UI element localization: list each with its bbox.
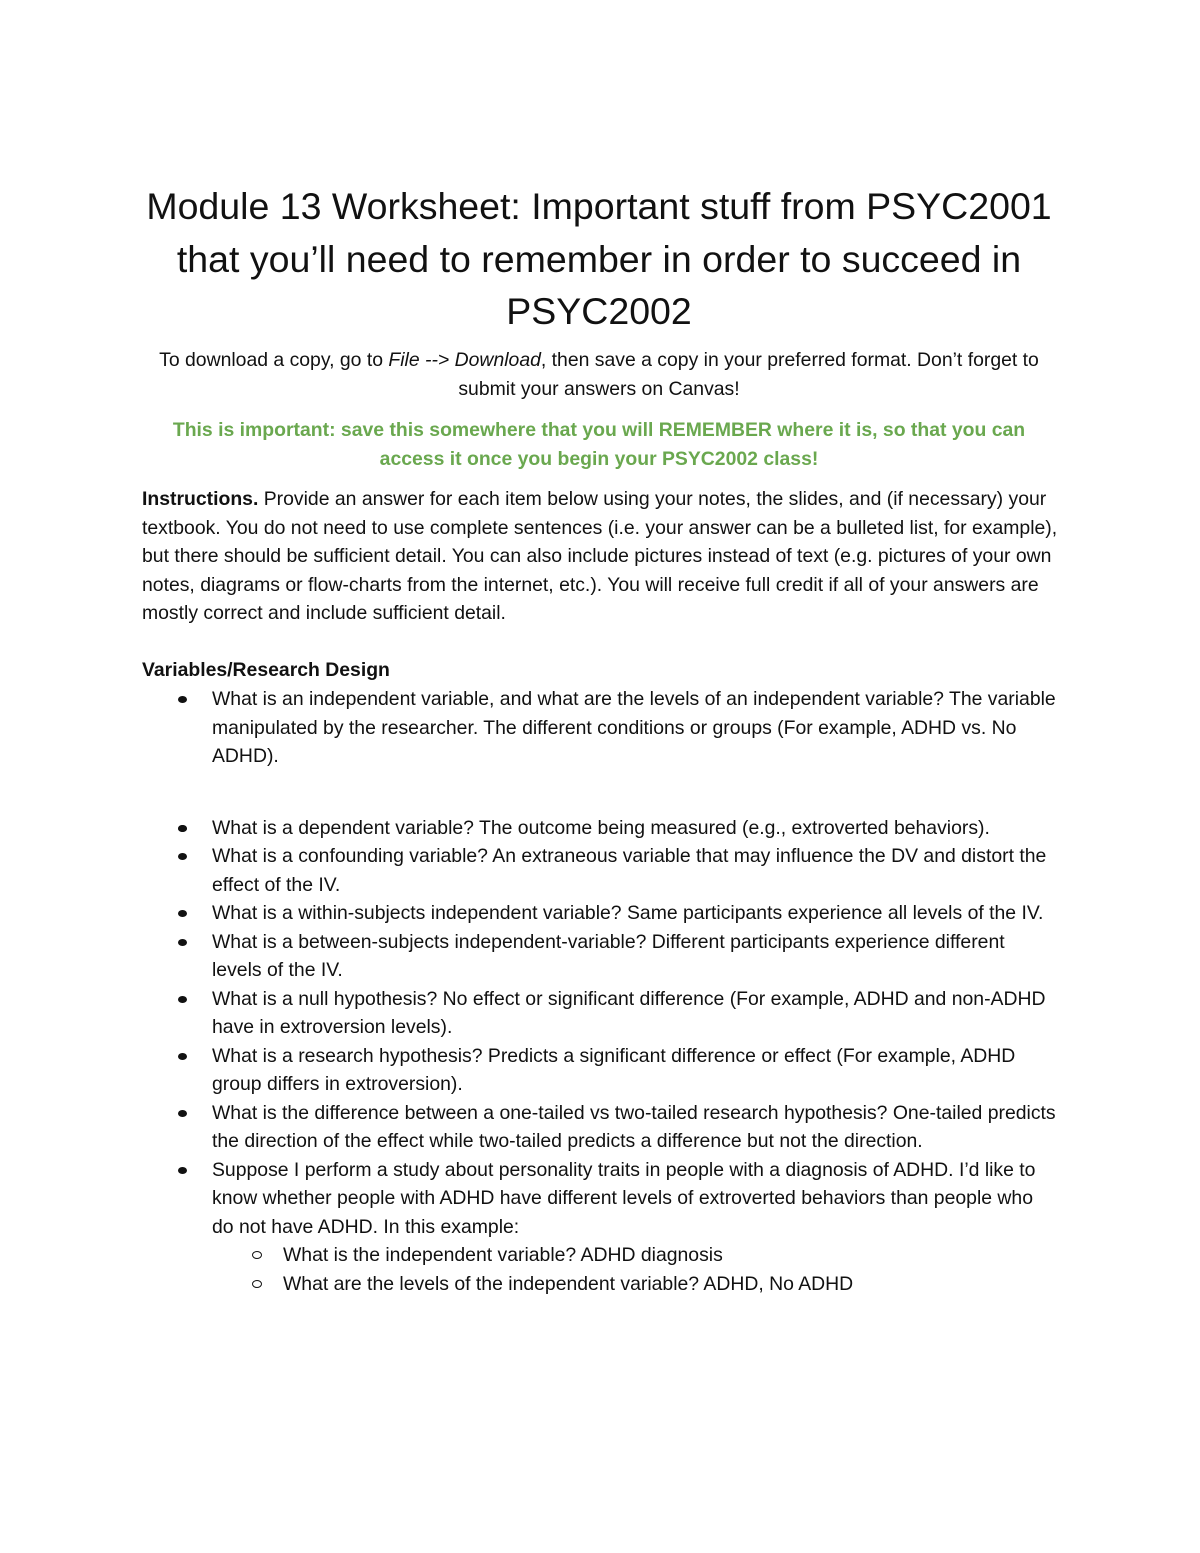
bullet-icon xyxy=(178,996,187,1003)
list-item xyxy=(142,685,1058,771)
hollow-bullet-icon xyxy=(252,1280,262,1288)
important-note: This is important: save this somewhere that you will REMEMBER where it is, so that you can access it once you begin your PSYC2002 class! xyxy=(172,419,1026,470)
list-item xyxy=(142,842,1058,899)
bullet-icon xyxy=(178,853,187,860)
list-item-text: What is a within-subjects independent variable? Same participants experience all levels of the IV. xyxy=(212,902,1044,924)
list-item-text: What is a research hypothesis? Predicts a significant difference or effect (For example, ADHD group differs in extroversion). xyxy=(212,1044,1016,1095)
list-item-text: Suppose I perform a study about personality traits in people with a diagnosis of ADHD. I’d like to know whether people with ADHD have different levels of extroverted behaviors than people who do not have ADHD. In this example: xyxy=(212,1158,1036,1238)
bullet-icon xyxy=(178,1167,187,1174)
list-item-text: What is a between-subjects independent-variable? Different participants experience different levels of the IV. xyxy=(212,930,1005,981)
list-item xyxy=(142,1042,1058,1099)
instructions-label: Instructions. xyxy=(142,488,259,510)
sub-list-item-text: What is the independent variable? ADHD diagnosis xyxy=(283,1244,723,1266)
list-item xyxy=(142,814,1058,843)
download-note-tail: , then save a copy in your preferred format. Don’t forget to submit your answers on Canvas! xyxy=(458,349,1039,400)
bullet-icon xyxy=(178,696,187,703)
list-item xyxy=(142,1099,1058,1156)
bullet-icon xyxy=(178,910,187,917)
list-item-text: What is a confounding variable? An extraneous variable that may influence the DV and distort the effect of the IV. xyxy=(212,845,1047,896)
bullet-icon xyxy=(178,825,187,832)
download-note xyxy=(140,346,1058,403)
instructions-text: Provide an answer for each item below using your notes, the slides, and (if necessary) your textbook. You do not need to use complete sentences (i.e. your answer can be a bulleted list, for example), but there should be sufficient detail. You can also include pictures instead of text (e.g. pictures of your own notes, diagrams or flow-charts from the internet, etc.). You will receive full credit if all of your answers are mostly correct and include sufficient detail. xyxy=(142,488,1058,624)
list-spacer xyxy=(142,771,1058,814)
question-list xyxy=(142,685,1058,1298)
list-item xyxy=(142,928,1058,985)
bullet-icon xyxy=(178,939,187,946)
list-item-text: What is a null hypothesis? No effect or significant difference (For example, ADHD and non-ADHD have in extroversion levels). xyxy=(212,987,1046,1038)
bullet-icon xyxy=(178,1110,187,1117)
sub-list-item-text: What are the levels of the independent variable? ADHD, No ADHD xyxy=(283,1272,854,1295)
list-item-text: What is an independent variable, and what are the levels of an independent variable? The variable manipulated by the researcher. The different conditions or groups (For example, ADHD vs. No ADHD). xyxy=(212,688,1056,767)
list-item-text: What is a dependent variable? The outcome being measured (e.g., extroverted behaviors). xyxy=(212,816,990,839)
list-item xyxy=(142,1156,1058,1299)
section-heading: Variables/Research Design xyxy=(142,659,390,681)
list-item xyxy=(142,899,1058,928)
bullet-icon xyxy=(178,1053,187,1060)
instructions-paragraph xyxy=(142,485,1058,628)
sub-question-list xyxy=(212,1241,1058,1298)
list-item xyxy=(142,985,1058,1042)
sub-list-item xyxy=(212,1241,1058,1270)
list-item-text: What is the difference between a one-tailed vs two-tailed research hypothesis? One-tailed predicts the direction of the effect while two-tailed predicts a difference but not the direction. xyxy=(212,1101,1056,1152)
sub-list-item xyxy=(212,1270,1058,1299)
download-note-file-path: File --> Download xyxy=(388,349,541,371)
download-note-lead: To download a copy, go to xyxy=(159,349,389,371)
worksheet-title: Module 13 Worksheet: Important stuff from PSYC2001 that you’ll need to remember in order to succeed in PSYC2002 xyxy=(146,185,1052,332)
hollow-bullet-icon xyxy=(252,1251,262,1259)
